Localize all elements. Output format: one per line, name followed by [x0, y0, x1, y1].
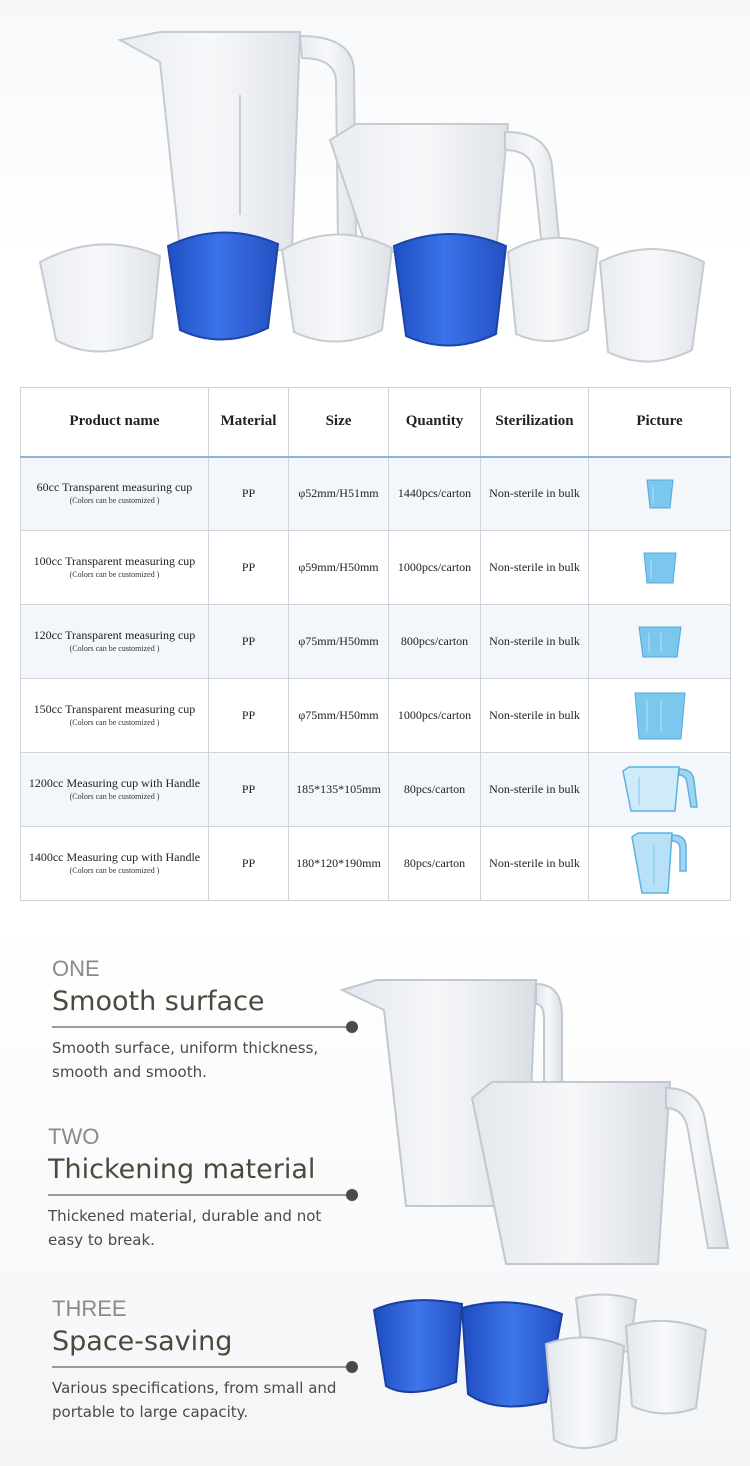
hero-product-photo: [0, 0, 750, 372]
product-note: (Colors can be customized ): [69, 644, 160, 653]
sterilization-cell: Non-sterile in bulk: [481, 679, 589, 753]
picture-cell: [589, 531, 731, 605]
quantity-cell: 1000pcs/carton: [389, 531, 481, 605]
spec-table: [20, 387, 731, 901]
picture-cell: [589, 457, 731, 531]
hero-illustration: [0, 0, 750, 372]
table-row: [21, 605, 731, 679]
quantity-cell: 1440pcs/carton: [389, 457, 481, 531]
product-name: 100cc Transparent measuring cup: [33, 554, 196, 568]
material-cell: PP: [209, 605, 289, 679]
product-note: (Colors can be customized ): [69, 718, 160, 727]
product-name-cell: [21, 679, 209, 753]
small-cup-icon: [645, 477, 675, 511]
picture-cell: [589, 605, 731, 679]
size-cell: φ75mm/H50mm: [289, 679, 389, 753]
feature-number: ONE: [52, 956, 100, 981]
feature-one: [52, 956, 362, 1084]
product-name-cell: [21, 605, 209, 679]
quantity-cell: 80pcs/carton: [389, 753, 481, 827]
feature-divider: [48, 1194, 352, 1196]
picture-cell: [589, 753, 731, 827]
feature-description-line: portable to large capacity.: [52, 1403, 249, 1421]
table-row: [21, 827, 731, 901]
tall-jug-icon: [630, 831, 690, 897]
tall-jug: [120, 32, 356, 250]
picture-cell: [589, 827, 731, 901]
sterilization-cell: Non-sterile in bulk: [481, 531, 589, 605]
material-cell: PP: [209, 457, 289, 531]
feature-three: [52, 1296, 362, 1424]
feature-number: THREE: [52, 1296, 127, 1321]
header-sterilization: Sterilization: [481, 388, 589, 457]
material-cell: PP: [209, 753, 289, 827]
material-cell: PP: [209, 827, 289, 901]
feature-title: Space-saving: [52, 1326, 233, 1357]
feature-two: [48, 1124, 358, 1252]
table-row: [21, 753, 731, 827]
jugs-photo: [340, 976, 740, 1276]
sterilization-cell: Non-sterile in bulk: [481, 457, 589, 531]
feature-description-line: Thickened material, durable and not: [48, 1207, 322, 1225]
feature-divider: [52, 1366, 352, 1368]
size-cell: 180*120*190mm: [289, 827, 389, 901]
feature-description: [52, 1376, 362, 1424]
cups-photo: [370, 1290, 720, 1460]
size-cell: φ59mm/H50mm: [289, 531, 389, 605]
table-header-row: [21, 388, 731, 457]
product-name-cell: [21, 827, 209, 901]
product-name: 150cc Transparent measuring cup: [33, 702, 196, 716]
feature-title: Smooth surface: [52, 986, 265, 1017]
table-row: [21, 679, 731, 753]
divider-dot: [346, 1361, 358, 1373]
feature-description-line: smooth and smooth.: [52, 1063, 207, 1081]
header-product-name: Product name: [21, 388, 209, 457]
table-row: [21, 531, 731, 605]
header-picture: Picture: [589, 388, 731, 457]
product-name-cell: [21, 457, 209, 531]
quantity-cell: 1000pcs/carton: [389, 679, 481, 753]
product-note: (Colors can be customized ): [69, 570, 160, 579]
header-quantity: Quantity: [389, 388, 481, 457]
short-jug: [330, 124, 560, 252]
feature-description: [48, 1204, 358, 1252]
feature-description-line: easy to break.: [48, 1231, 155, 1249]
quantity-cell: 800pcs/carton: [389, 605, 481, 679]
size-cell: φ75mm/H50mm: [289, 605, 389, 679]
size-cell: φ52mm/H51mm: [289, 457, 389, 531]
cup-icon: [642, 550, 678, 586]
product-name-cell: [21, 531, 209, 605]
product-name-cell: [21, 753, 209, 827]
feature-description-line: Smooth surface, uniform thickness,: [52, 1039, 319, 1057]
feature-description-line: Various specifications, from small and: [52, 1379, 337, 1397]
header-material: Material: [209, 388, 289, 457]
picture-cell: [589, 679, 731, 753]
feature-title: Thickening material: [48, 1154, 316, 1185]
sterilization-cell: Non-sterile in bulk: [481, 827, 589, 901]
sterilization-cell: Non-sterile in bulk: [481, 753, 589, 827]
product-note: (Colors can be customized ): [69, 866, 160, 875]
table-row: [21, 457, 731, 531]
cup-row: [40, 232, 704, 361]
material-cell: PP: [209, 679, 289, 753]
product-name: 60cc Transparent measuring cup: [36, 480, 193, 495]
material-cell: PP: [209, 531, 289, 605]
feature-number: TWO: [48, 1124, 100, 1149]
features-section: [0, 920, 750, 1466]
quantity-cell: 80pcs/carton: [389, 827, 481, 901]
product-name: 1400cc Measuring cup with Handle: [28, 850, 201, 864]
wide-cup-icon: [637, 624, 683, 660]
feature-divider: [52, 1026, 352, 1028]
handle-jug-icon: [621, 765, 699, 815]
feature-description: [52, 1036, 362, 1084]
large-cup-icon: [633, 690, 687, 742]
product-name: 1200cc Measuring cup with Handle: [28, 776, 201, 790]
size-cell: 185*135*105mm: [289, 753, 389, 827]
header-size: Size: [289, 388, 389, 457]
product-name: 120cc Transparent measuring cup: [33, 628, 196, 642]
product-note: (Colors can be customized ): [69, 792, 160, 801]
sterilization-cell: Non-sterile in bulk: [481, 605, 589, 679]
product-note: (Colors can be customized ): [69, 496, 160, 506]
